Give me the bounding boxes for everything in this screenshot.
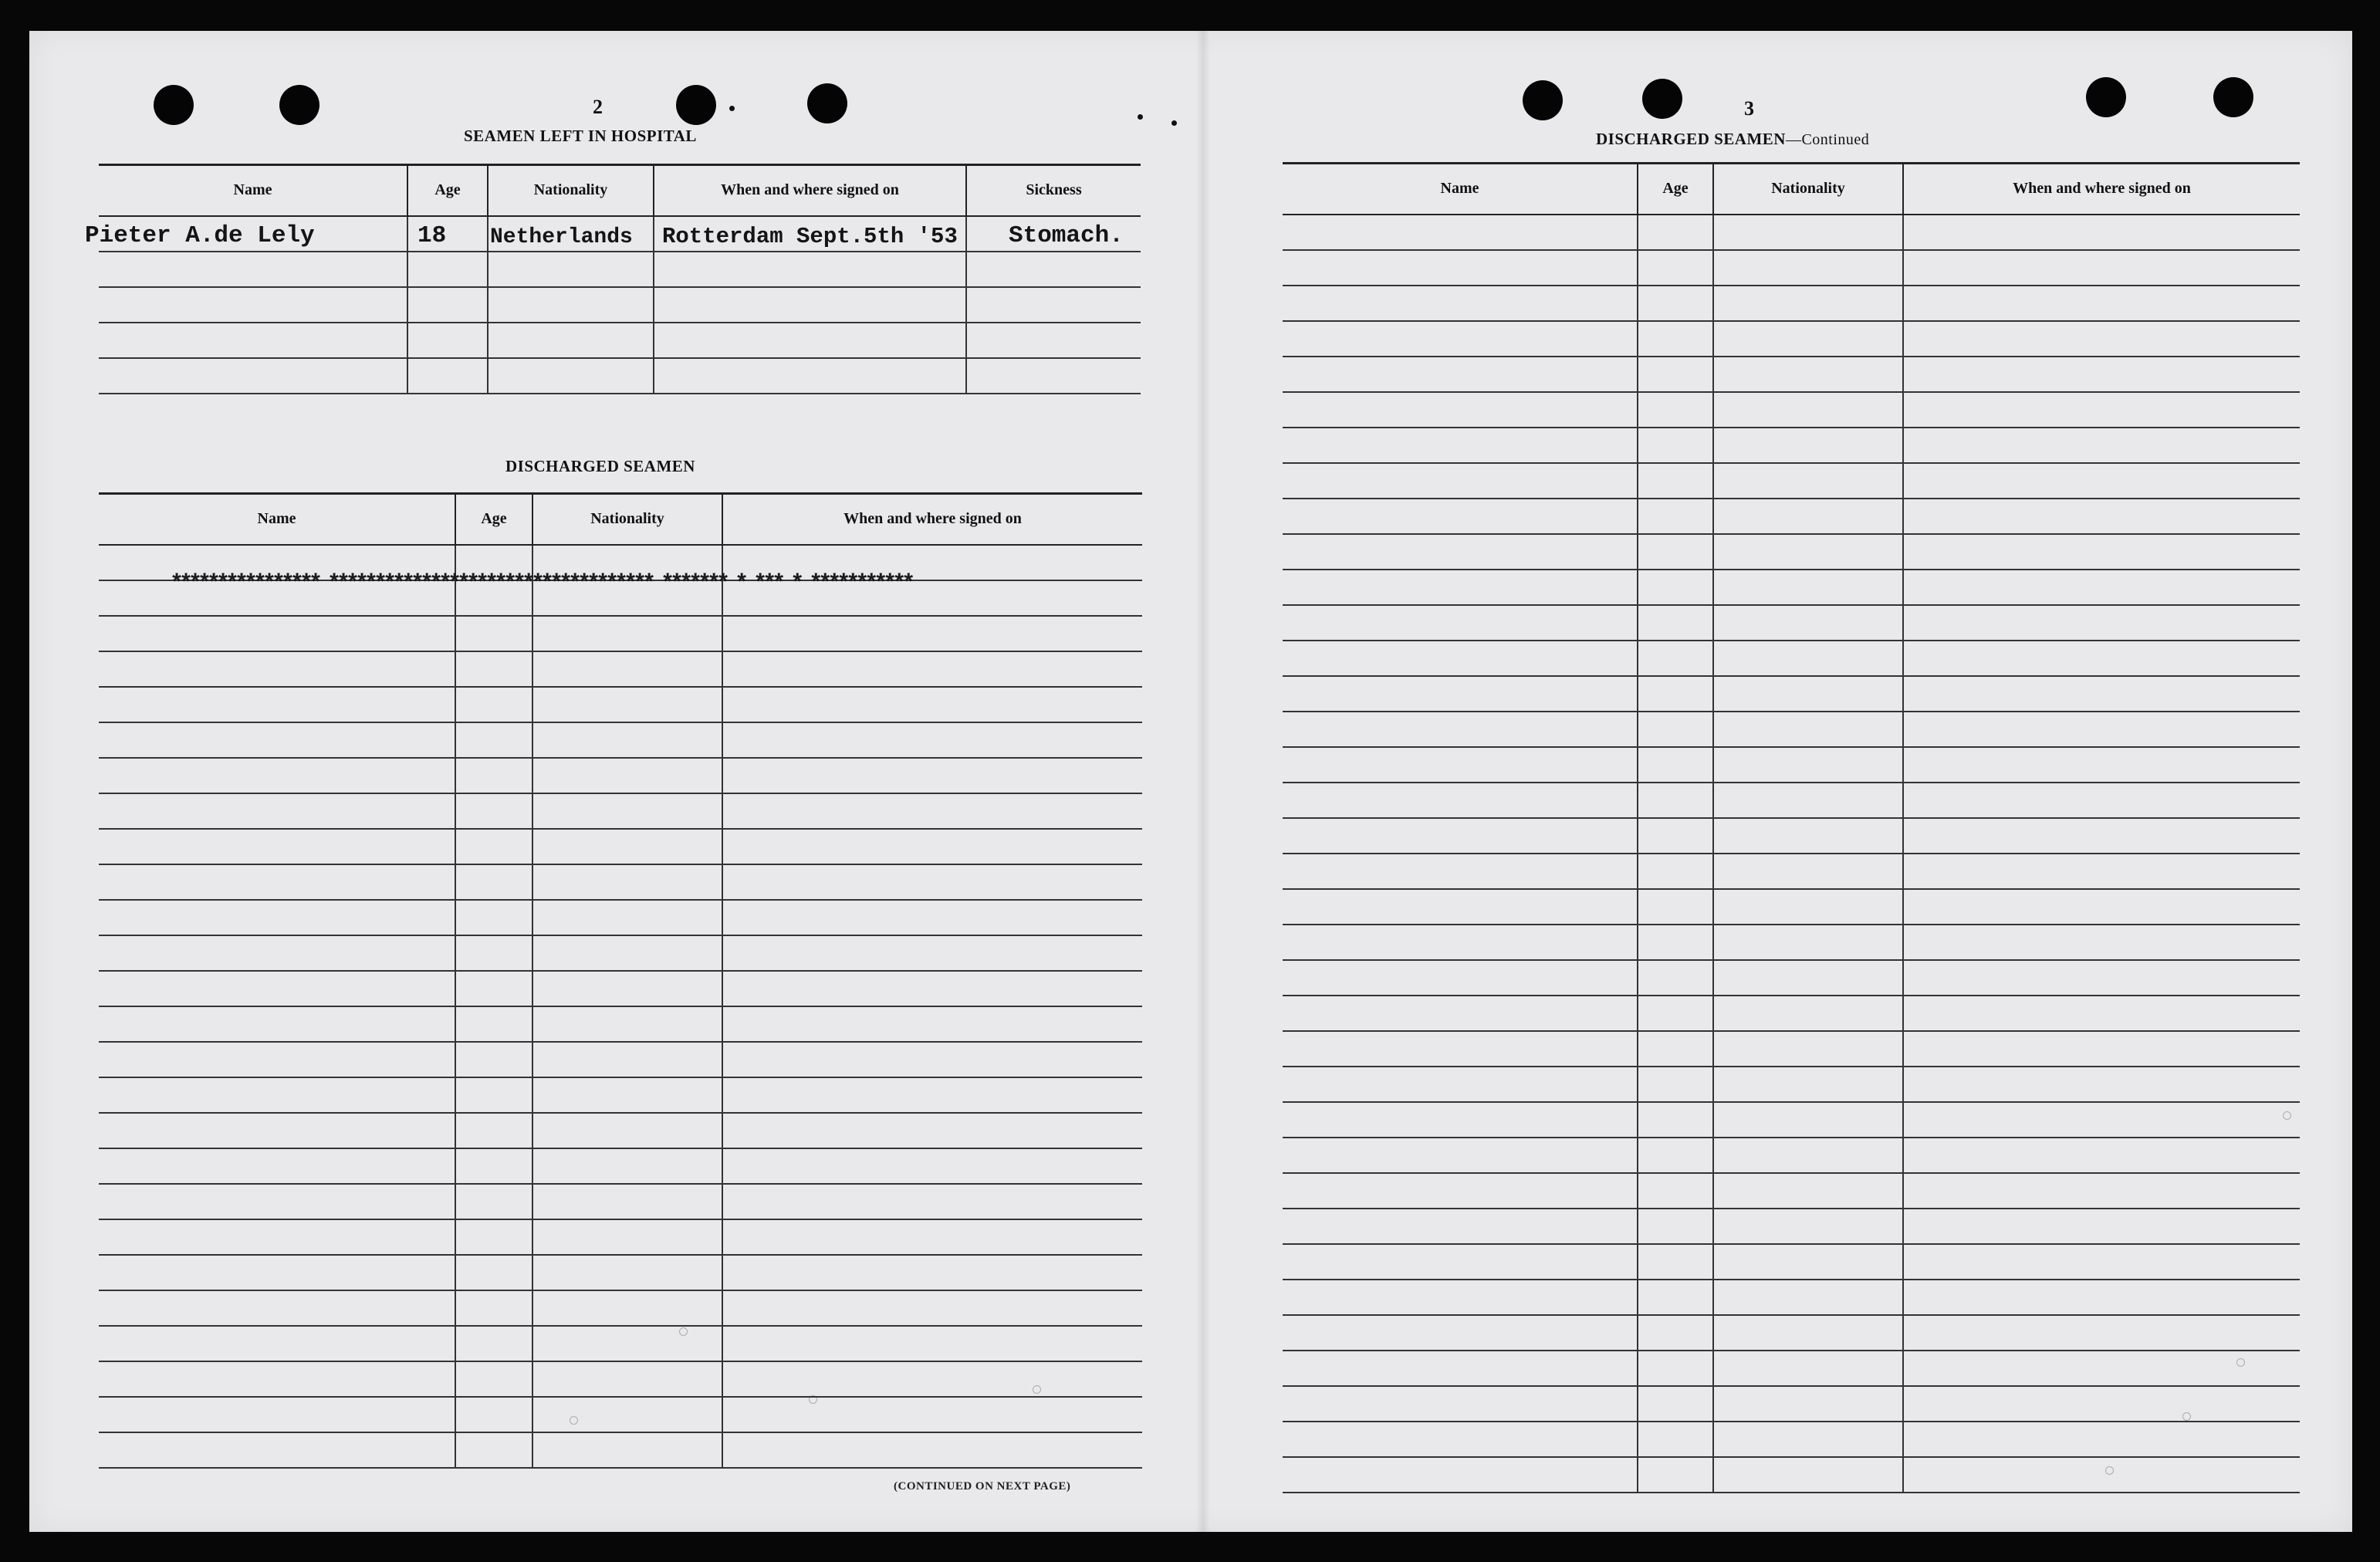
column-header-age: Age: [1638, 164, 1713, 215]
table-row: [1283, 250, 2300, 286]
table-row: [99, 651, 1142, 687]
table-row: [1283, 1457, 2300, 1493]
discharged-continued-table: [1283, 162, 2300, 1493]
seaman-nationality: Netherlands: [490, 225, 633, 249]
table-row: [99, 1290, 1142, 1326]
page-fold: [1196, 31, 1210, 1532]
table-row: [1283, 889, 2300, 925]
column-header-age: Age: [455, 494, 532, 545]
paper-blemish: [1033, 1385, 1041, 1394]
punch-speck: [729, 106, 735, 111]
seaman-name: Pieter A.de Lely: [85, 221, 315, 249]
table-row: [1283, 996, 2300, 1031]
punch-speck: [1138, 114, 1143, 120]
table-row: [1283, 321, 2300, 357]
page-number: 3: [1744, 97, 1754, 120]
paper-blemish: [2236, 1358, 2245, 1367]
punch-speck: [1171, 120, 1177, 126]
table-row: [1283, 1244, 2300, 1280]
table-row: [99, 1219, 1142, 1255]
hospital-section-title: SEAMEN LEFT IN HOSPITAL: [464, 127, 697, 145]
table-row: [99, 1255, 1142, 1290]
table-row: [99, 1432, 1142, 1468]
column-header-nationality: Nationality: [488, 165, 654, 216]
table-row: [99, 971, 1142, 1006]
paper-blemish: [679, 1327, 688, 1336]
table-row: [1283, 712, 2300, 747]
table-row: [1283, 286, 2300, 321]
table-row: [1283, 1138, 2300, 1173]
table-row: [99, 287, 1141, 323]
punch-hole: [2213, 77, 2253, 117]
column-header-sickness: Sickness: [966, 165, 1141, 216]
column-header-nationality: Nationality: [532, 494, 722, 545]
table-row: [1283, 1280, 2300, 1315]
table-row: [1283, 392, 2300, 428]
table-row: [1283, 925, 2300, 960]
table-row: [1283, 960, 2300, 996]
table-row: [99, 758, 1142, 793]
table-row: [1283, 1067, 2300, 1102]
section-title-suffix: —Continued: [1785, 131, 1870, 148]
table-row: [99, 323, 1141, 358]
paper-blemish: [2182, 1412, 2191, 1421]
column-header-name: Name: [1283, 164, 1638, 215]
page-number: 2: [593, 96, 603, 118]
table-row: [1283, 357, 2300, 392]
table-row: [1283, 570, 2300, 605]
hospital-table: [85, 164, 1141, 394]
table-row: [99, 1361, 1142, 1397]
column-header-age: Age: [407, 165, 488, 216]
table-row: [99, 900, 1142, 935]
table-row: [1283, 747, 2300, 783]
punch-hole: [1523, 80, 1563, 120]
column-header-name: Name: [99, 165, 407, 216]
table-row: [99, 935, 1142, 971]
continued-note: (CONTINUED ON NEXT PAGE): [894, 1480, 1071, 1493]
table-row: [1283, 818, 2300, 854]
cancellation-asterisks: **************** *********************************** ******* * *** * ***********: [170, 571, 911, 597]
table-row: [99, 616, 1142, 651]
table-row: [99, 1184, 1142, 1219]
table-row: [99, 1077, 1142, 1113]
cell-name: [85, 216, 407, 252]
punch-hole: [676, 85, 716, 125]
seaman-signed-on: Rotterdam Sept.5th '53: [662, 223, 958, 249]
column-header-signed-on: When and where signed on: [654, 165, 966, 216]
punch-hole: [1642, 79, 1682, 119]
table-row: [99, 1006, 1142, 1042]
table-row: [99, 1326, 1142, 1361]
table-row: [99, 1148, 1142, 1184]
punch-hole: [2086, 77, 2126, 117]
table-row: [99, 722, 1142, 758]
table-row: [1283, 463, 2300, 499]
table-row: [1283, 1031, 2300, 1067]
seaman-age: 18: [418, 221, 447, 249]
table-row: [1283, 499, 2300, 534]
punch-hole: [279, 85, 319, 125]
cell-nationality: [488, 216, 654, 252]
table-row: [1283, 1102, 2300, 1138]
table-row: [99, 216, 1141, 252]
table-row: [1283, 534, 2300, 570]
cell-age: [407, 216, 488, 252]
cell-signed-on: [654, 216, 966, 252]
column-header-signed-on: When and where signed on: [722, 494, 1142, 545]
ledger-sheet: [29, 31, 2352, 1532]
paper-blemish: [809, 1395, 817, 1404]
paper-blemish: [2105, 1466, 2114, 1475]
left-page: [29, 31, 1187, 1532]
cell-sickness: [966, 216, 1141, 252]
table-row: [1283, 428, 2300, 463]
table-row: [1283, 1386, 2300, 1422]
punch-hole: [807, 83, 847, 123]
table-row: [1283, 215, 2300, 250]
discharged-section-title: DISCHARGED SEAMEN: [505, 457, 695, 475]
column-header-name: Name: [99, 494, 455, 545]
table-row: [1283, 1173, 2300, 1209]
table-row: [1283, 854, 2300, 889]
table-row: [1283, 1422, 2300, 1457]
table-row: [1283, 676, 2300, 712]
table-row: [99, 358, 1141, 394]
punch-hole: [154, 85, 194, 125]
table-row: [99, 1397, 1142, 1432]
paper-blemish: [570, 1416, 578, 1425]
discharged-table: [99, 492, 1142, 1469]
table-row: [99, 864, 1142, 900]
table-row: [99, 687, 1142, 722]
column-header-nationality: Nationality: [1713, 164, 1903, 215]
table-row: [99, 252, 1141, 287]
paper-blemish: [2283, 1111, 2291, 1120]
right-page: [1218, 31, 2352, 1532]
section-title-text: DISCHARGED SEAMEN: [1596, 130, 1786, 148]
table-row: [1283, 605, 2300, 641]
table-row: [1283, 783, 2300, 818]
column-header-signed-on: When and where signed on: [1903, 164, 2300, 215]
seaman-sickness: Stomach.: [1009, 221, 1124, 249]
table-row: [1283, 1351, 2300, 1386]
table-row: [1283, 1315, 2300, 1351]
table-row: [1283, 1209, 2300, 1244]
table-row: [1283, 641, 2300, 676]
discharged-continued-title: [1596, 130, 1869, 149]
table-row: [99, 793, 1142, 829]
table-row: [99, 1113, 1142, 1148]
table-row: [99, 829, 1142, 864]
table-row: [99, 1042, 1142, 1077]
